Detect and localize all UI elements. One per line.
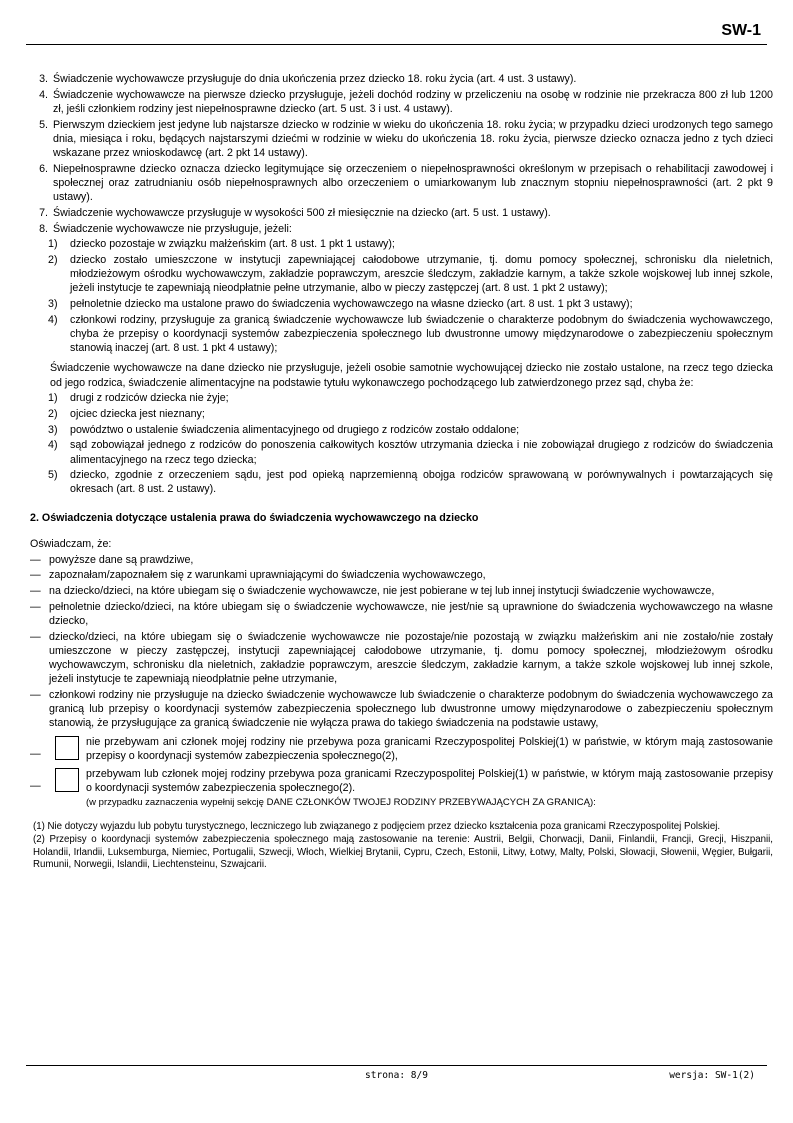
sub-list-item xyxy=(48,313,773,356)
item-text: Niepełnosprawne dziecko oznacza dziecko legitymujące się orzeczeniem o niepełnosprawności określonym w przepisach o rehabilitacji zawodowej i społecznej oraz zatrudnianiu osób niepełnosprawnych albo orzeczeniem o umiarkowanym lub znacznym stopniu niepełnosprawności (art. 2 pkt 9 ustawy). xyxy=(53,162,773,204)
item-text: Świadczenie wychowawcze przysługuje w wysokości 500 zł miesięcznie na dziecko (art. 5 ust. 1 ustawy). xyxy=(53,206,551,219)
declaration-item xyxy=(30,630,773,687)
item-text: sąd zobowiązał jednego z rodziców do ponoszenia całkowitych kosztów utrzymania dziecka i nie zobowiązał drugiego z rodziców do świadczenia alimentacyjnego na rzecz tego dziecka; xyxy=(70,439,773,466)
alimony-paragraph: Świadczenie wychowawcze na dane dziecko nie przysługuje, jeżeli osobie samotnie wychowującej dziecko nie zostało ustalone, na rzecz tego dziecka od jego rodzica, świadczenie alimentacyjne na podstawie tytułu wykonawczego pochodzącego lub zatwierdzonego przez sąd, chyba że: xyxy=(50,362,773,389)
checkbox-option-not-abroad xyxy=(30,735,773,763)
list-item xyxy=(30,206,773,220)
item-number: 8. xyxy=(39,222,48,235)
item-text: członkowi rodziny, przysługuje za granicą świadczenie wychowawcze lub świadczenie o charakterze podobnym do świadczenia wychowawczego, chyba że przepisy o koordynacji systemów zabezpieczenia społecznego lub dwustronne umowy międzynarodowe o zabezpieczeniu społecznym stanowią inaczej (art. 8 ust. 1 pkt 4 ustawy); xyxy=(70,313,773,355)
dash-marker: — xyxy=(30,747,41,760)
item-text: Świadczenie wychowawcze przysługuje do dnia ukończenia przez dziecko 18. roku życia (art. 4 ust. 3 ustawy). xyxy=(53,73,577,85)
checkbox-label-block xyxy=(86,767,773,811)
dash-marker: — xyxy=(30,630,41,643)
item-text: drugi z rodziców dziecka nie żyje; xyxy=(70,392,229,405)
checkbox-note: (w przypadku zaznaczenia wypełnij sekcję DANE CZŁONKÓW TWOJEJ RODZINY PRZEBYWAJĄCYCH ZA GRANICĄ): xyxy=(86,797,596,809)
declaration-text: na dziecko/dzieci, na które ubiegam się o świadczenie wychowawcze, nie jest pobierane w tej lub innej instytucji świadczenie wychowawcze, xyxy=(49,585,715,597)
sub-list-item xyxy=(48,407,773,421)
dash-marker: — xyxy=(30,688,41,701)
footnotes xyxy=(33,821,773,872)
sub-list-item xyxy=(48,297,773,311)
section-heading: 2. Oświadczenia dotyczące ustalenia prawa do świadczenia wychowawczego na dziecko xyxy=(30,511,479,524)
item-number: 4) xyxy=(48,313,58,326)
dash-marker: — xyxy=(30,553,41,566)
item-number: 5. xyxy=(39,118,48,131)
declaration-item xyxy=(30,553,773,567)
declaration-item xyxy=(30,600,773,628)
item-number: 2) xyxy=(48,253,58,266)
item-number: 4) xyxy=(48,439,58,452)
dash-marker: — xyxy=(30,569,41,582)
abroad-checkbox[interactable] xyxy=(55,768,79,792)
form-version: wersja: SW-1(2) xyxy=(669,1070,755,1081)
sub-list-item xyxy=(48,253,773,296)
sub-list-item xyxy=(48,237,773,251)
declaration-text: pełnoletnie dziecko/dzieci, na które ubiegam się o świadczenie wychowawcze, nie jest/nie są uprawnione do świadczenia wychowawczego na własne dziecko, xyxy=(49,600,773,627)
item-number: 7. xyxy=(39,206,48,219)
footnote: (1) Nie dotyczy wyjazdu lub pobytu turystycznego, leczniczego lub związanego z podjęciem przez dziecko kształcenia poza granicami Rzeczypospolitej Polskiej. xyxy=(33,820,721,832)
declaration-text: powyższe dane są prawdziwe, xyxy=(49,553,194,566)
item-number: 6. xyxy=(39,162,48,175)
sub-list-item xyxy=(48,391,773,405)
sub-list-item xyxy=(48,468,773,496)
item-number: 3) xyxy=(48,423,58,436)
footer-divider xyxy=(26,1065,767,1066)
item-number: 1) xyxy=(48,392,58,405)
declaration-item xyxy=(30,568,773,582)
item-number: 2) xyxy=(48,407,58,420)
item-number: 3. xyxy=(39,73,48,85)
item-number: 3) xyxy=(48,298,58,311)
item-text: dziecko, zgodnie z orzeczeniem sądu, jest pod opieką naprzemienną obojga rodziców sprawowaną w porównywalnych i powtarzających się okresach (art. 8 ust. 2 ustawy). xyxy=(70,469,773,496)
list-item xyxy=(30,118,773,161)
list-item xyxy=(30,88,773,116)
checkbox-label: przebywam lub członek mojej rodziny przebywa poza granicami Rzeczypospolitej Polskiej(1) w państwie, w którym mają zastosowanie przepisy o koordynacji systemów zabezpieczenia społecznego(2). xyxy=(86,767,773,795)
item-text: Świadczenie wychowawcze nie przysługuje, jeżeli: xyxy=(53,222,292,235)
header-divider xyxy=(26,44,767,45)
footnote: (2) Przepisy o koordynacji systemów zabezpieczenia społecznego mają zastosowanie na terenie: Austrii, Belgii, Chorwacji, Danii, Finlandii, Francji, Grecji, Hiszpanii, Holandii, Irlandii, Luksemburga, Niemiec, Portugalii, Szwecji, Włoch, Wielkiej Brytanii, Cypru, Czech, Estonii, Litwy, Łotwy, Malty, Polski, Słowacji, Słowenii, Węgier, Bułgarii, Rumunii, Norwegii, Islandii, Liechtensteinu, Szwajcarii. xyxy=(33,834,773,871)
item-text: Świadczenie wychowawcze na pierwsze dziecko przysługuje, jeżeli dochód rodziny w przeliczeniu na osobę w rodzinie nie przekracza 800 zł lub 1200 zł, jeśli członkiem rodziny jest niepełnosprawne dziecko (art. 5 ust. 3 i ust. 4 ustawy). xyxy=(53,88,773,115)
list-item xyxy=(30,72,773,86)
dash-marker: — xyxy=(30,585,41,597)
dash-marker: — xyxy=(30,600,41,613)
list-item xyxy=(30,222,773,236)
item-text: ojciec dziecka jest nieznany; xyxy=(70,407,205,420)
checkbox-label: nie przebywam ani członek mojej rodziny nie przebywa poza granicami Rzeczypospolitej Polskiej(1) w państwie, w którym mają zastosowanie przepisy o koordynacji systemów zabezpieczenia społecznego(2), xyxy=(86,735,773,762)
item-text: pełnoletnie dziecko ma ustalone prawo do świadczenia wychowawczego na własne dziecko (art. 8 ust. 1 pkt 3 ustawy); xyxy=(70,298,633,311)
declaration-text: dziecko/dzieci, na które ubiegam się o świadczenie wychowawcze nie pozostaje/nie pozostają w związku małżeńskim ani nie zostało/nie zostały umieszczone w pieczy zastępczej, instytucji zapewniającej całodobowe utrzymanie, tj. domu pomocy społecznej, młodzieżowym ośrodku wychowawczym, schronisku dla nieletnich, zakładzie poprawczym, areszcie śledczym, zakładzie karnym, a także szkole wojskowej lub innej szkole, jeżeli instytucje te zapewniają nieodpłatnie pełne utrzymanie, xyxy=(49,630,773,686)
item-text: dziecko pozostaje w związku małżeńskim (art. 8 ust. 1 pkt 1 ustawy); xyxy=(70,238,395,251)
page-number: strona: 8/9 xyxy=(365,1070,428,1081)
checkbox-option-abroad xyxy=(30,767,773,811)
declaration-text: zapoznałam/zapoznałem się z warunkami uprawniającymi do świadczenia wychowawczego, xyxy=(49,569,486,582)
item-text: dziecko zostało umieszczone w instytucji zapewniającej całodobowe utrzymanie, tj. domu pomocy społecznej, schronisku dla nieletnich, młodzieżowym ośrodku wychowawczym, zakładzie poprawczym, areszcie śledczym, zakładzie karnym, a także szkole wojskowej lub innej szkole, jeżeli instytucje te zapewniają nieodpłatnie pełne utrzymanie, albo w pieczy zastępczej (art. 8 ust. 1 pkt 2 ustawy); xyxy=(70,253,773,295)
declaration-item xyxy=(30,584,773,598)
dash-marker: — xyxy=(30,779,41,792)
item-text: powództwo o ustalenie świadczenia alimentacyjnego od drugiego z rodziców zostało oddalone; xyxy=(70,423,520,436)
declaration-item xyxy=(30,688,773,731)
list-item xyxy=(30,162,773,205)
declaration-intro: Oświadczam, że: xyxy=(30,537,112,550)
sub-list-item xyxy=(48,438,773,466)
item-text: Pierwszym dzieckiem jest jedyne lub najstarsze dziecko w rodzinie w wieku do ukończenia 18. roku życia; w przypadku dzieci urodzonych tego samego dnia, miesiąca i roku, będących najstarszymi dziećmi w rodzinie w wieku do ukończenia 18. roku życia, pierwsze dziecko oznacza jedno z tych dzieci wskazane przez wnioskodawcę (art. 2 pkt 14 ustawy). xyxy=(53,118,773,160)
not-abroad-checkbox[interactable] xyxy=(55,736,79,760)
declaration-text: członkowi rodziny nie przysługuje na dziecko świadczenie wychowawcze lub świadczenie o charakterze podobnym do świadczenia wychowawczego za granicą lub przepisy o koordynacji systemów zabezpieczenia społecznego lub dwustronne umowy międzynarodowe o zabezpieczeniu społecznym stanowią, że przysługujące za granicą świadczenie nie wyłącza prawa do takiego świadczenia na podstawie ustawy, xyxy=(49,688,773,730)
page-content xyxy=(30,72,773,873)
sub-list-item xyxy=(48,423,773,437)
item-number: 5) xyxy=(48,469,58,482)
item-number: 1) xyxy=(48,238,58,251)
item-number: 4. xyxy=(39,88,48,101)
form-code: SW-1 xyxy=(721,22,761,39)
